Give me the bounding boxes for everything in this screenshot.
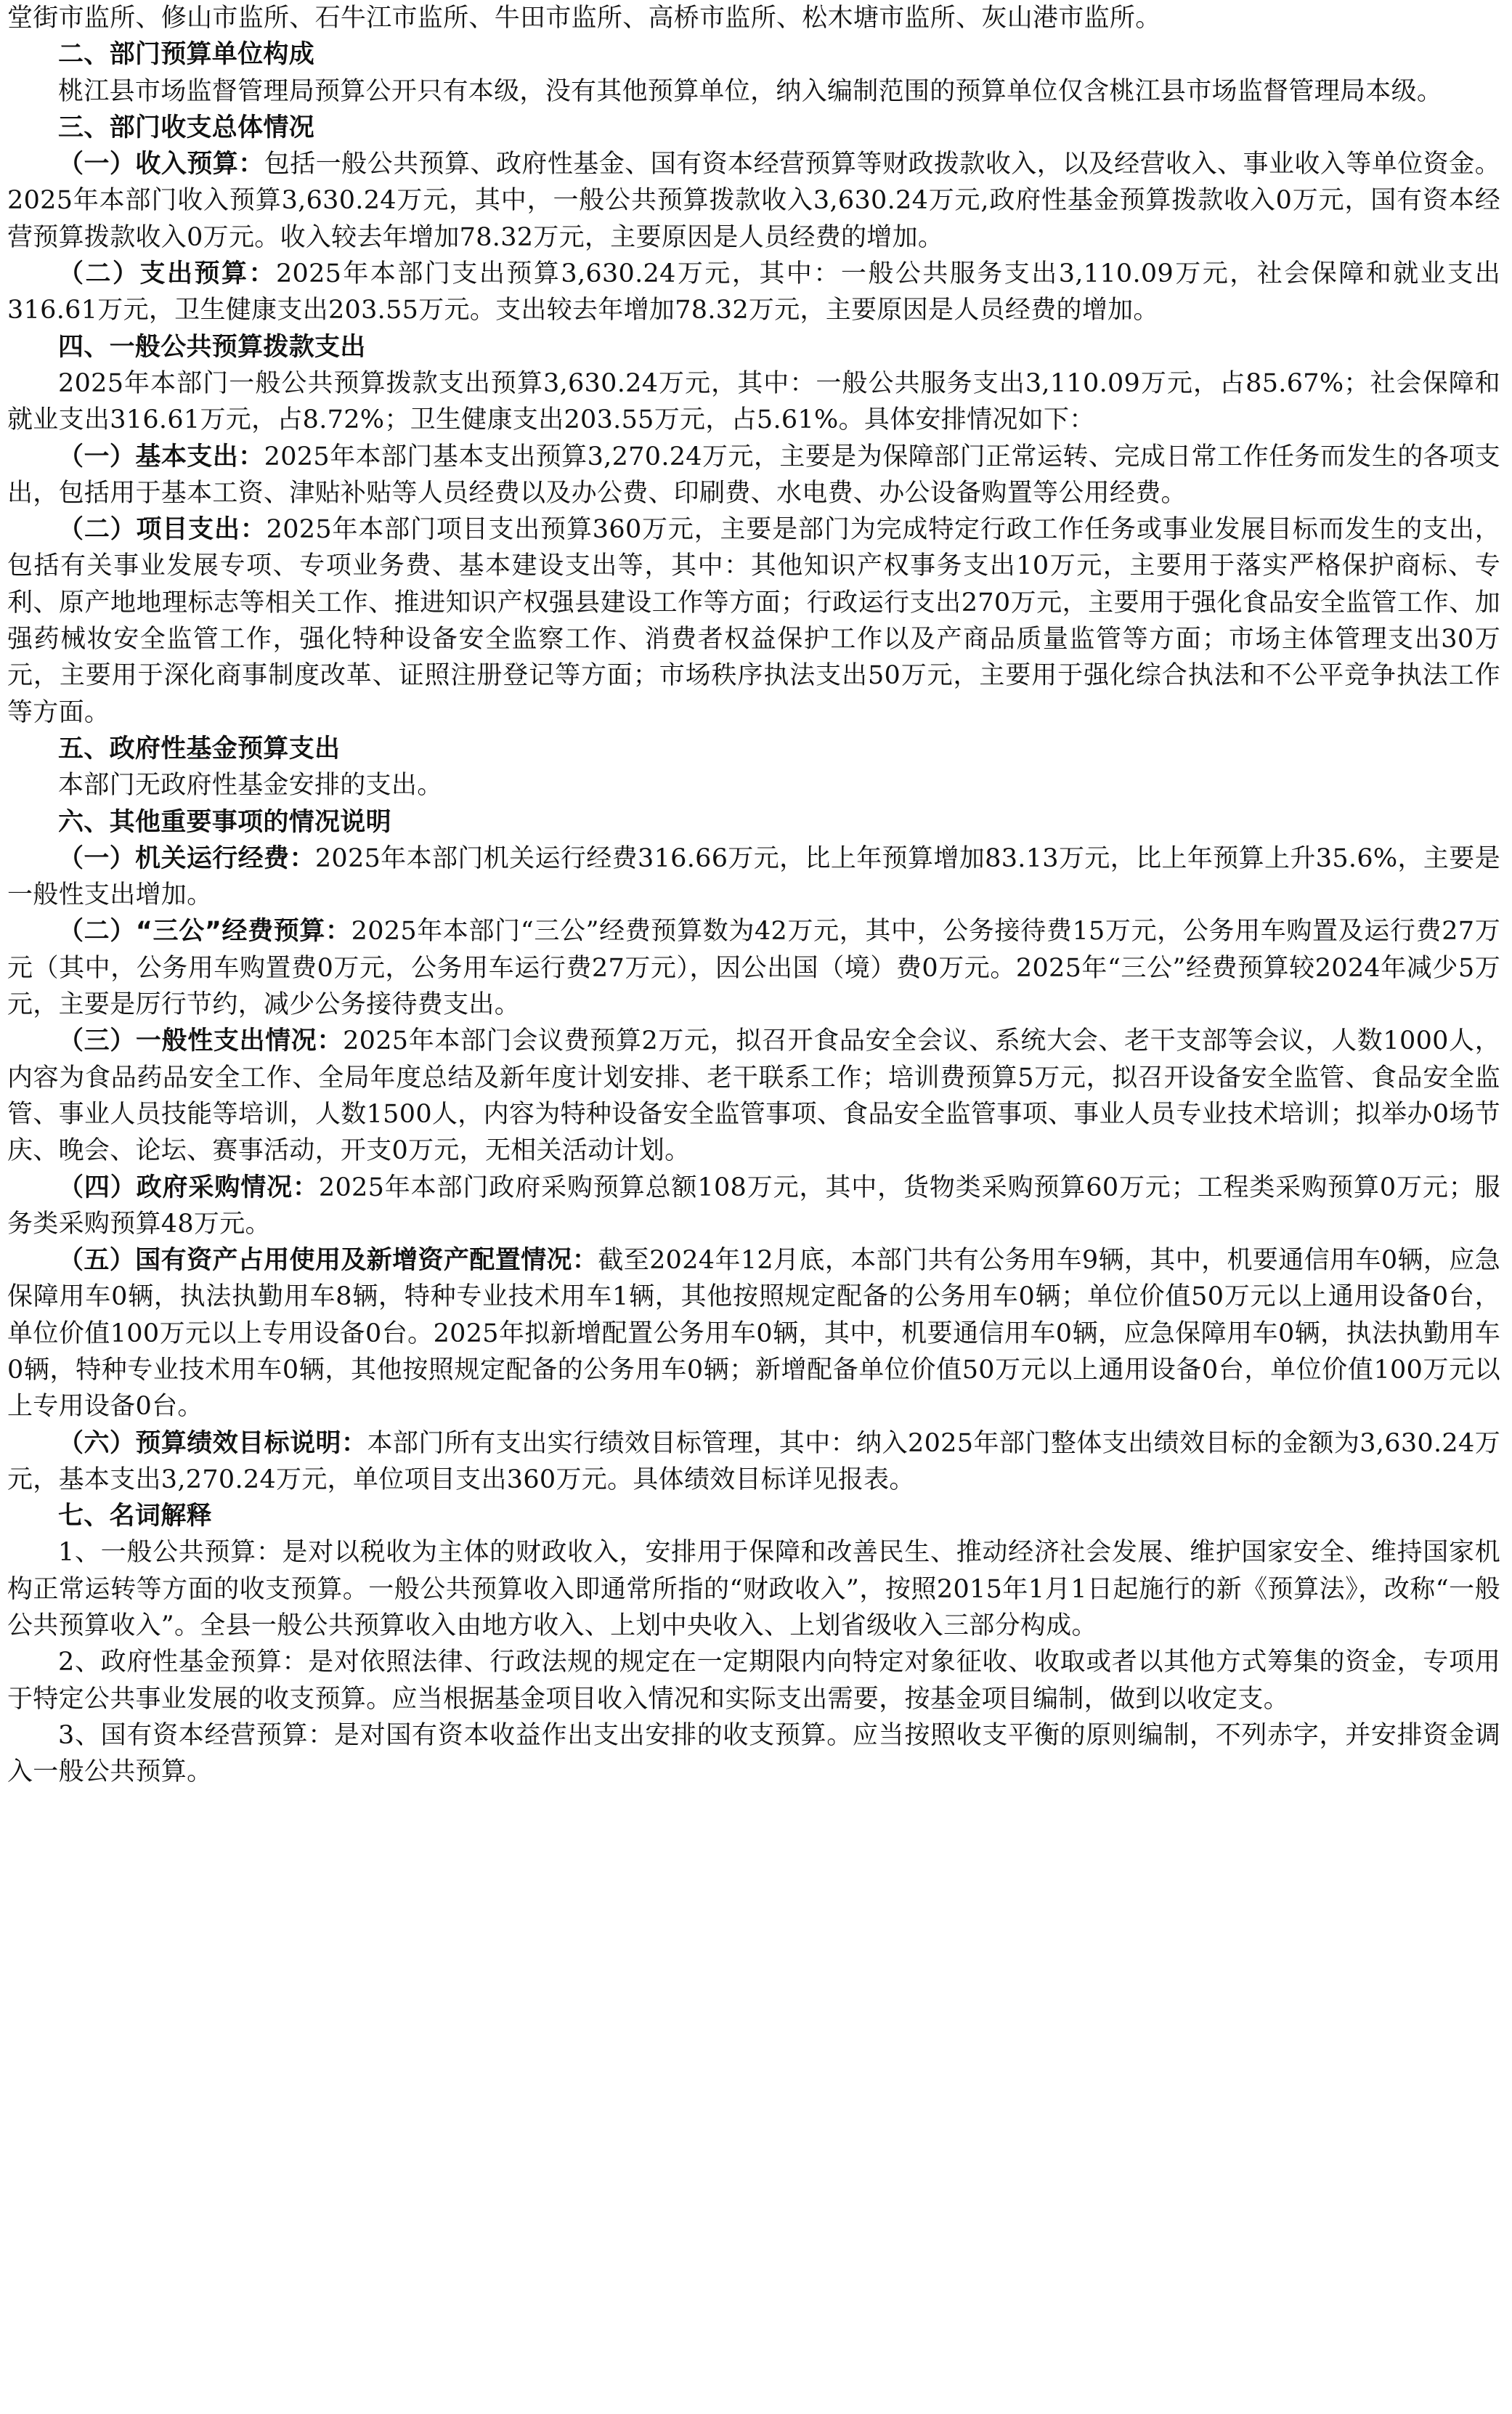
income-budget-lead: （一）收入预算： xyxy=(58,150,264,179)
basic-expense-body: 2025年本部门基本支出预算3,270.24万元，主要是为保障部门正常运转、完成日常工作任务而发生的各项支出，包括用于基本工资、津贴补贴等人员经费以及办公费、印刷费、水电费、办公设备购置等公用经费。 xyxy=(7,442,1500,508)
performance-goal-lead: （六）预算绩效目标说明： xyxy=(58,1428,367,1458)
expense-budget-body: 2025年本部门支出预算3,630.24万元，其中：一般公共服务支出3,110.09万元，社会保障和就业支出316.61万元，卫生健康支出203.55万元。支出较去年增加78.32万元，主要原因是人员经费的增加。 xyxy=(7,259,1500,325)
section-7-heading: 七、名词解释 xyxy=(58,1502,212,1531)
state-assets-paragraph xyxy=(7,1242,1500,1425)
procurement-body: 2025年本部门政府采购预算总额108万元，其中，货物类采购预算60万元；工程类采购预算0万元；服务类采购预算48万元。 xyxy=(7,1172,1500,1239)
basic-expense-paragraph xyxy=(7,439,1500,512)
operating-cost-paragraph xyxy=(7,841,1500,914)
intro-tail-text: 堂街市监所、修山市监所、石牛江市监所、牛田市监所、高桥市监所、松木塘市监所、灰山港市监所。 xyxy=(7,4,1161,33)
general-expense-body: 2025年本部门会议费预算2万元，拟召开食品安全会议、系统大会、老干支部等会议，人数1000人，内容为食品药品安全工作、全局年度总结及新年度计划安排、老干联系工作；培训费预算5万元，拟召开设备安全监管、食品安全监管、事业人员技能等培训，人数1500人，内容为特种设备安全监管事项、食品安全监管事项、事业人员专业技术培训；拟举办0场节庆、晚会、论坛、赛事活动，开支0万元，无相关活动计划。 xyxy=(7,1026,1500,1166)
term-state-capital: 3、国有资本经营预算：是对国有资本收益作出支出安排的收支预算。应当按照收支平衡的原则编制，不列赤字，并安排资金调入一般公共预算。 xyxy=(7,1720,1500,1787)
section-3-heading: 三、部门收支总体情况 xyxy=(58,113,315,142)
income-budget-paragraph xyxy=(7,146,1500,256)
income-budget-body: 包括一般公共预算、政府性基金、国有资本经营预算等财政拨款收入，以及经营收入、事业收入等单位资金。2025年本部门收入预算3,630.24万元，其中，一般公共预算拨款收入3,630.24万元,政府性基金预算拨款收入0万元，国有资本经营预算拨款收入0万元。收入较去年增加78.32万元，主要原因是人员经费的增加。 xyxy=(7,150,1501,252)
state-assets-lead: （五）国有资产占用使用及新增资产配置情况： xyxy=(58,1246,598,1276)
document-page xyxy=(7,0,1500,1791)
section-4-body: 2025年本部门一般公共预算拨款支出预算3,630.24万元，其中：一般公共服务支出3,110.09万元，占85.67%；社会保障和就业支出316.61万元，占8.72%；卫生健康支出203.55万元，占5.61%。具体安排情况如下： xyxy=(7,368,1500,435)
project-expense-paragraph xyxy=(7,511,1500,731)
state-assets-body: 截至2024年12月底，本部门共有公务用车9辆，其中，机要通信用车0辆，应急保障用车0辆，执法执勤用车8辆，特种专业技术用车1辆，其他按照规定配备的公务用车0辆；单位价值50万元以上通用设备0台，单位价值100万元以上专用设备0台。2025年拟新增配置公务用车0辆，其中，机要通信用车0辆，应急保障用车0辆，执法执勤用车0辆，特种专业技术用车0辆，其他按照规定配备的公务用车0辆；新增配备单位价值50万元以上通用设备0台，单位价值100万元以上专用设备0台。 xyxy=(7,1246,1501,1422)
three-public-lead: （二）“三公”经费预算： xyxy=(58,917,351,947)
project-expense-lead: （二）项目支出： xyxy=(58,515,267,545)
expense-budget-paragraph xyxy=(7,256,1500,329)
section-2-body: 桃江县市场监督管理局预算公开只有本级，没有其他预算单位，纳入编制范围的预算单位仅含桃江县市场监督管理局本级。 xyxy=(58,76,1443,106)
performance-goal-body: 本部门所有支出实行绩效目标管理，其中：纳入2025年部门整体支出绩效目标的金额为3,630.24万元，基本支出3,270.24万元，单位项目支出360万元。具体绩效目标详见报表。 xyxy=(7,1428,1500,1494)
expense-budget-lead: （二）支出预算： xyxy=(58,259,276,289)
three-public-paragraph xyxy=(7,913,1500,1023)
section-5-heading: 五、政府性基金预算支出 xyxy=(58,734,341,764)
section-5-body: 本部门无政府性基金安排的支出。 xyxy=(58,771,443,801)
operating-cost-lead: （一）机关运行经费： xyxy=(58,843,315,873)
term-government-fund: 2、政府性基金预算：是对依照法律、行政法规的规定在一定期限内向特定对象征收、收取或者以其他方式筹集的资金，专项用于特定公共事业发展的收支预算。应当根据基金项目收入情况和实际支出需要，按基金项目编制，做到以收定支。 xyxy=(7,1648,1500,1714)
section-4-heading: 四、一般公共预算拨款支出 xyxy=(58,332,366,362)
project-expense-body: 2025年本部门项目支出预算360万元，主要是部门为完成特定行政工作任务或事业发展目标而发生的支出，包括有关事业发展专项、专项业务费、基本建设支出等，其中：其他知识产权事务支出10万元，主要用于落实严格保护商标、专利、原产地地理标志等相关工作、推进知识产权强县建设工作等方面；行政运行支出270万元，主要用于强化食品安全监管工作、加强药械妆安全监管工作，强化特种设备安全监察工作、消费者权益保护工作以及产商品质量监管等方面；市场主体管理支出30万元，主要用于深化商事制度改革、证照注册登记等方面；市场秩序执法支出50万元，主要用于强化综合执法和不公平竞争执法工作等方面。 xyxy=(7,515,1500,727)
general-expense-lead: （三）一般性支出情况： xyxy=(58,1026,344,1056)
procurement-paragraph xyxy=(7,1170,1500,1243)
three-public-body: 2025年本部门“三公”经费预算数为42万元，其中，公务接待费15万元，公务用车购置及运行费27万元（其中，公务用车购置费0万元，公务用车运行费27万元），因公出国（境）费0万元。2025年“三公”经费预算较2024年减少5万元，主要是厉行节约，减少公务接待费支出。 xyxy=(7,917,1500,1020)
procurement-lead: （四）政府采购情况： xyxy=(58,1172,319,1202)
basic-expense-lead: （一）基本支出： xyxy=(58,442,264,471)
section-6-heading: 六、其他重要事项的情况说明 xyxy=(58,807,391,837)
term-general-budget: 1、一般公共预算：是对以税收为主体的财政收入，安排用于保障和改善民生、推动经济社会发展、维护国家安全、维持国家机构正常运转等方面的收支预算。一般公共预算收入即通常所指的“财政收入”，按照2015年1月1日起施行的新《预算法》，改称“一般公共预算收入”。全县一般公共预算收入由地方收入、上划中央收入、上划省级收入三部分构成。 xyxy=(7,1538,1500,1641)
general-expense-paragraph xyxy=(7,1023,1500,1169)
section-2-heading: 二、部门预算单位构成 xyxy=(58,40,315,70)
performance-goal-paragraph xyxy=(7,1425,1500,1499)
operating-cost-body: 2025年本部门机关运行经费316.66万元，比上年预算增加83.13万元，比上年预算上升35.6%，主要是一般性支出增加。 xyxy=(7,843,1500,910)
